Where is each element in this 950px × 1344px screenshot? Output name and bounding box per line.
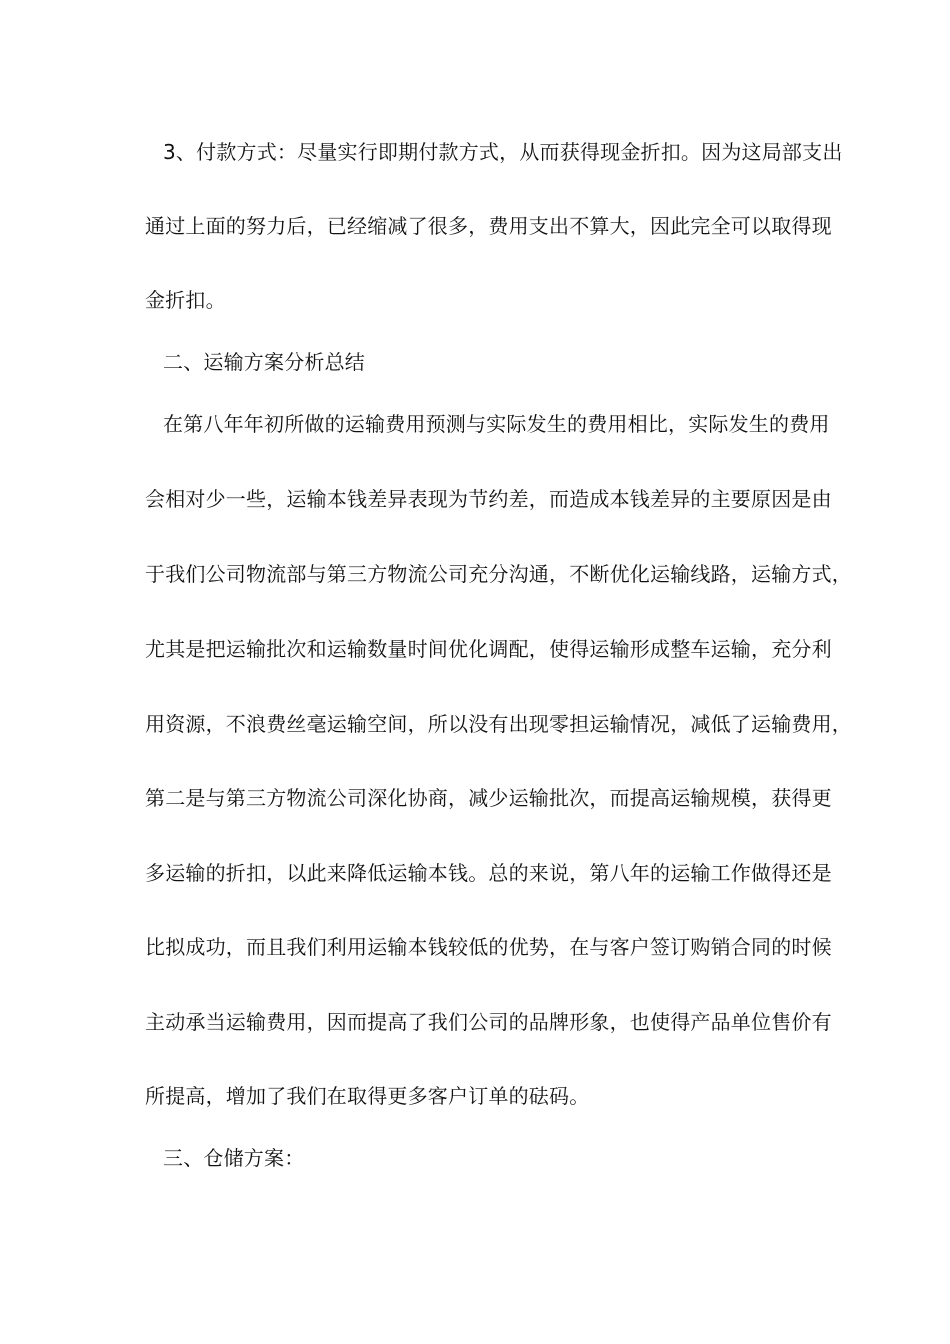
paragraph-line: 尤其是把运输批次和运输数量时间优化调配，使得运输形成整车运输，充分利 (145, 637, 832, 661)
paragraph-line: 3、付款方式：尽量实行即期付款方式，从而获得现金折扣。因为这局部支出 (163, 140, 843, 164)
paragraph-line: 通过上面的努力后，已经缩减了很多，费用支出不算大，因此完全可以取得现 (145, 214, 832, 238)
paragraph-line: 比拟成功，而且我们利用运输本钱较低的优势，在与客户签订购销合同的时候 (145, 935, 832, 959)
paragraph-line: 主动承当运输费用，因而提高了我们公司的品牌形象，也使得产品单位售价有 (145, 1010, 832, 1034)
section-heading: 二、运输方案分析总结 (163, 350, 365, 374)
paragraph-line: 所提高，增加了我们在取得更多客户订单的砝码。 (145, 1084, 590, 1108)
paragraph-line: 第二是与第三方物流公司深化协商，减少运输批次，而提高运输规模，获得更 (145, 786, 832, 810)
paragraph-line: 于我们公司物流部与第三方物流公司充分沟通，不断优化运输线路，运输方式， (145, 562, 852, 586)
paragraph-line: 在第八年年初所做的运输费用预测与实际发生的费用相比，实际发生的费用 (163, 412, 830, 436)
paragraph-line: 多运输的折扣，以此来降低运输本钱。总的来说，第八年的运输工作做得还是 (145, 861, 832, 885)
paragraph-line: 金折扣。 (145, 288, 226, 312)
section-heading: 三、仓储方案： (163, 1146, 305, 1170)
paragraph-line: 会相对少一些，运输本钱差异表现为节约差，而造成本钱差异的主要原因是由 (145, 487, 832, 511)
paragraph-line: 用资源，不浪费丝毫运输空间，所以没有出现零担运输情况，减低了运输费用， (145, 712, 852, 736)
